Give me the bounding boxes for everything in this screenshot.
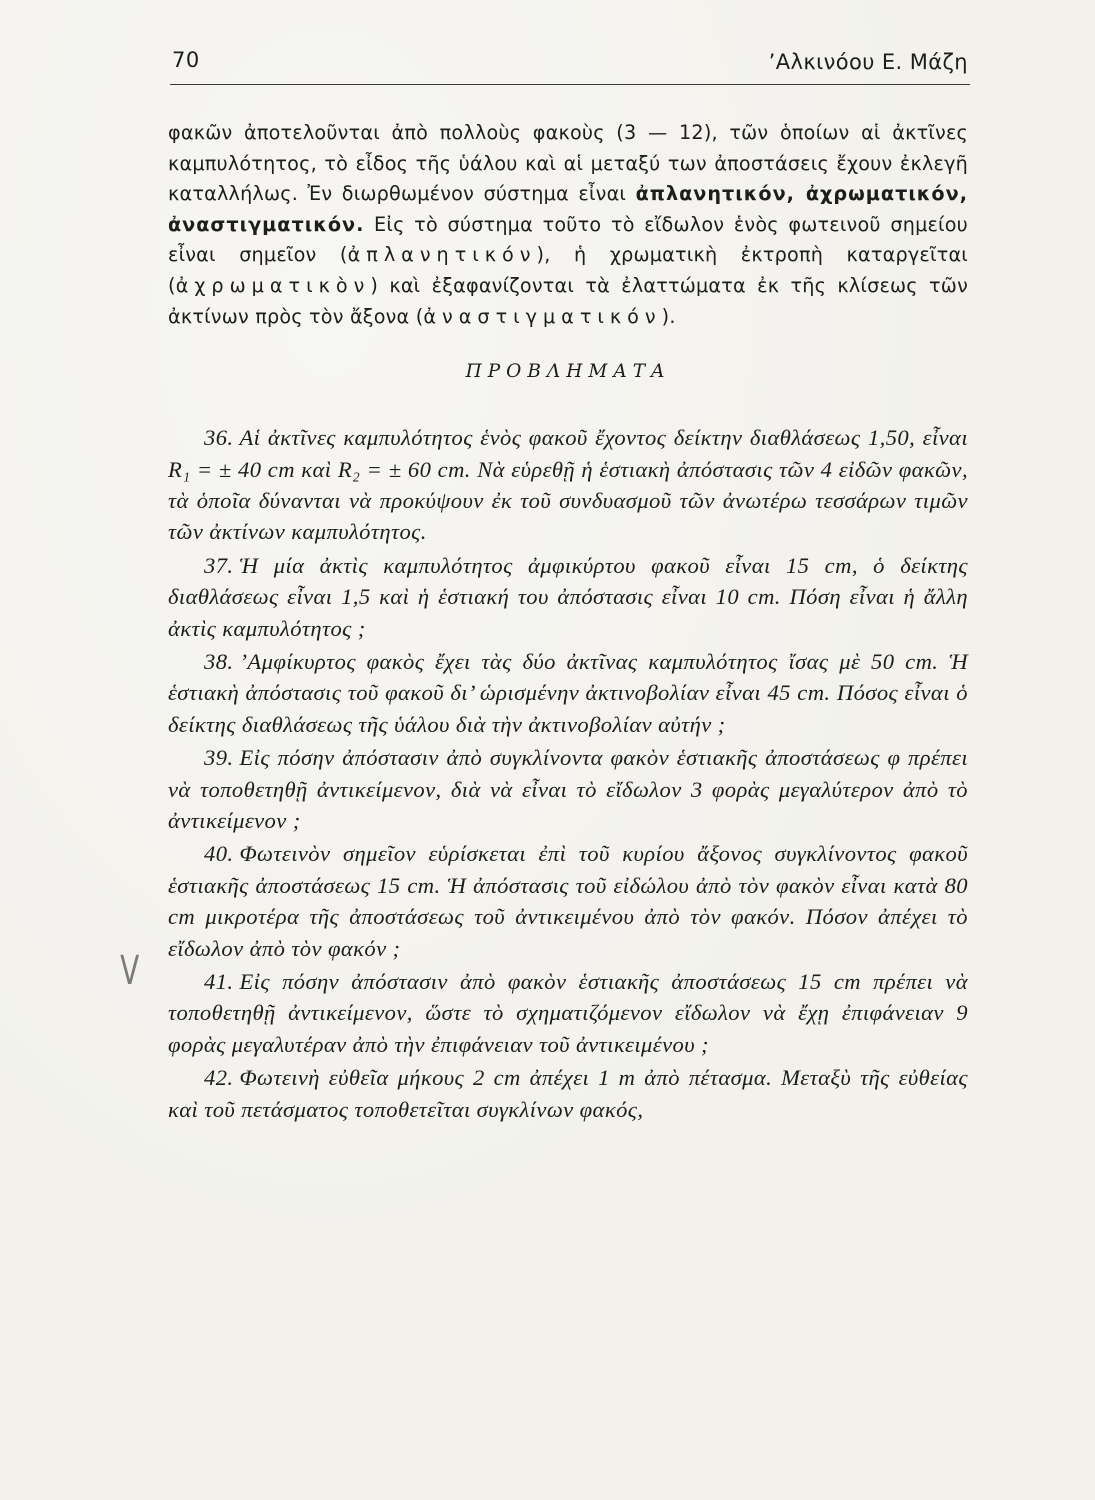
body-text: [168, 118, 968, 1127]
intro-term-aplanatic: ἀπλανητικόν: [347, 243, 537, 267]
problems-list: [168, 422, 968, 1125]
problem-text: Αἱ ἀκτῖνες καμπυλότητος ἑνὸς φακοῦ ἔχοντος δείκτην διαθλάσεως 1,50, εἶναι R₁ = ± 40 cm καὶ R₂ = ± 60 cm. Νὰ εὑρεθῇ ἡ ἑστιακὴ ἀπόστασις τῶν 4 εἰδῶν φακῶν, τὰ ὁποῖα δύνανται νὰ προκύψουν ἐκ τοῦ συνδυασμοῦ τῶν ἀνωτέρω τεσσάρων τιμῶν τῶν ἀκτίνων καμπυλότητος.: [168, 425, 968, 545]
problem-41: [168, 966, 968, 1060]
problem-37: [168, 550, 968, 644]
problem-number: 41.: [204, 969, 234, 995]
problem-text: Εἰς πόσην ἀπόστασιν ἀπὸ φακὸν ἑστιακῆς ἀποστάσεως 15 cm πρέπει νὰ τοποθετηθῇ ἀντικείμενον, ὥστε τὸ σχηματιζόμενον εἴδωλον νὰ ἔχῃ ἐπιφάνειαν 9 φορὰς μεγαλυτέραν ἀπὸ τὴν ἐπιφάνειαν τοῦ ἀντικειμένου ;: [168, 969, 968, 1057]
intro-text-4: ) καὶ ἐξαφανίζονται τὰ ἐλαττώματα ἐκ τῆς κλίσεως τῶν ἀκτίνων πρὸς τὸν ἄξονα (: [168, 273, 968, 328]
section-title: ΠΡΟΒΛΗΜΑΤΑ: [465, 361, 671, 383]
problem-42: [168, 1062, 968, 1125]
intro-term-anastigmatic: ἀναστιγματικόν: [423, 304, 662, 328]
intro-bold-terms: ἀπλανητικόν, ἀχρωματικόν, ἀναστιγματικόν.: [168, 182, 968, 236]
page-header: [170, 44, 970, 85]
problem-text: Φωτεινὸν σημεῖον εὑρίσκεται ἐπὶ τοῦ κυρίου ἄξονος συγκλίνοντος φακοῦ ἑστιακῆς ἀποστάσεως 15 cm. Ἡ ἀπόστασις τοῦ εἰδώλου ἀπὸ τὸν φακὸν εἶναι κατὰ 80 cm μικροτέρα τῆς ἀποστάσεως τοῦ ἀντικειμένου ἀπὸ τὸν φακόν. Πόσον ἀπέχει τὸ εἴδωλον ἀπὸ τὸν φακόν ;: [168, 841, 968, 961]
problem-number: 36.: [204, 425, 234, 451]
problem-text: Ἡ μία ἀκτὶς καμπυλότητος ἀμφικύρτου φακοῦ εἶναι 15 cm, ὁ δείκτης διαθλάσεως εἶναι 1,5 καὶ ἡ ἑστιακή του ἀπόστασις εἶναι 10 cm. Πόση εἶναι ἡ ἄλλη ἀκτὶς καμπυλότητος ;: [168, 552, 968, 641]
intro-term-achromatic: ἀχρωματικὸν: [175, 273, 371, 297]
problem-number: 39.: [204, 745, 234, 771]
intro-text-1: φακῶν ἀποτελοῦνται ἀπὸ πολλοὺς φακοὺς (3 — 12), τῶν ὁποίων αἱ ἀκτῖνες καμπυλότητος, τὸ εἶδος τῆς ὑάλου καὶ αἱ μεταξύ των ἀποστάσεις ἔχουν ἐκλεγῆ καταλλήλως. Ἐν διωρθωμένον σύστημα εἶναι: [168, 121, 968, 206]
intro-text-5: ).: [661, 304, 676, 328]
page-number: 70: [172, 48, 200, 72]
running-head: ’Αλκινόου Ε. Μάζη: [768, 50, 968, 74]
intro-text-3: ), ἡ χρωματικὴ ἐκτροπὴ καταργεῖται (: [168, 243, 968, 297]
problem-39: [168, 742, 968, 836]
problem-38: [168, 646, 968, 740]
problem-number: 38.: [204, 649, 234, 674]
intro-text-2: Εἰς τὸ σύστημα τοῦτο τὸ εἴδωλον ἑνὸς φωτεινοῦ σημείου εἶναι σημεῖον (: [168, 212, 968, 267]
intro-paragraph: [168, 118, 968, 332]
problem-40: [168, 838, 968, 964]
margin-check-mark: V: [120, 948, 140, 994]
problem-text: Εἰς πόσην ἀπόστασιν ἀπὸ συγκλίνοντα φακὸν ἑστιακῆς ἀποστάσεως φ πρέπει νὰ τοποθετηθῇ ἀντικείμενον, διὰ νὰ εἶναι τὸ εἴδωλον 3 φορὰς μεγαλύτερον ἀπὸ τὸ ἀντικείμενον ;: [168, 745, 968, 834]
problem-text: ’Αμφίκυρτος φακὸς ἔχει τὰς δύο ἀκτῖνας καμπυλότητος ἴσας μὲ 50 cm. Ἡ ἑστιακὴ ἀπόστασις τοῦ φακοῦ δι’ ὡρισμένην ἀκτινοβολίαν εἶναι 45 cm. Πόσος εἶναι ὁ δείκτης διαθλάσεως τῆς ὑάλου διὰ τὴν ἀκτινοβολίαν αὐτήν ;: [168, 649, 968, 737]
problem-text: Φωτεινὴ εὐθεῖα μήκους 2 cm ἀπέχει 1 m ἀπὸ πέτασμα. Μεταξὺ τῆς εὐθείας καὶ τοῦ πετάσματος τοποθετεῖται συγκλίνων φακός,: [168, 1065, 968, 1122]
problem-number: 42.: [204, 1065, 234, 1091]
problem-number: 37.: [204, 552, 234, 578]
problem-36: [168, 422, 968, 548]
problem-number: 40.: [204, 841, 234, 867]
